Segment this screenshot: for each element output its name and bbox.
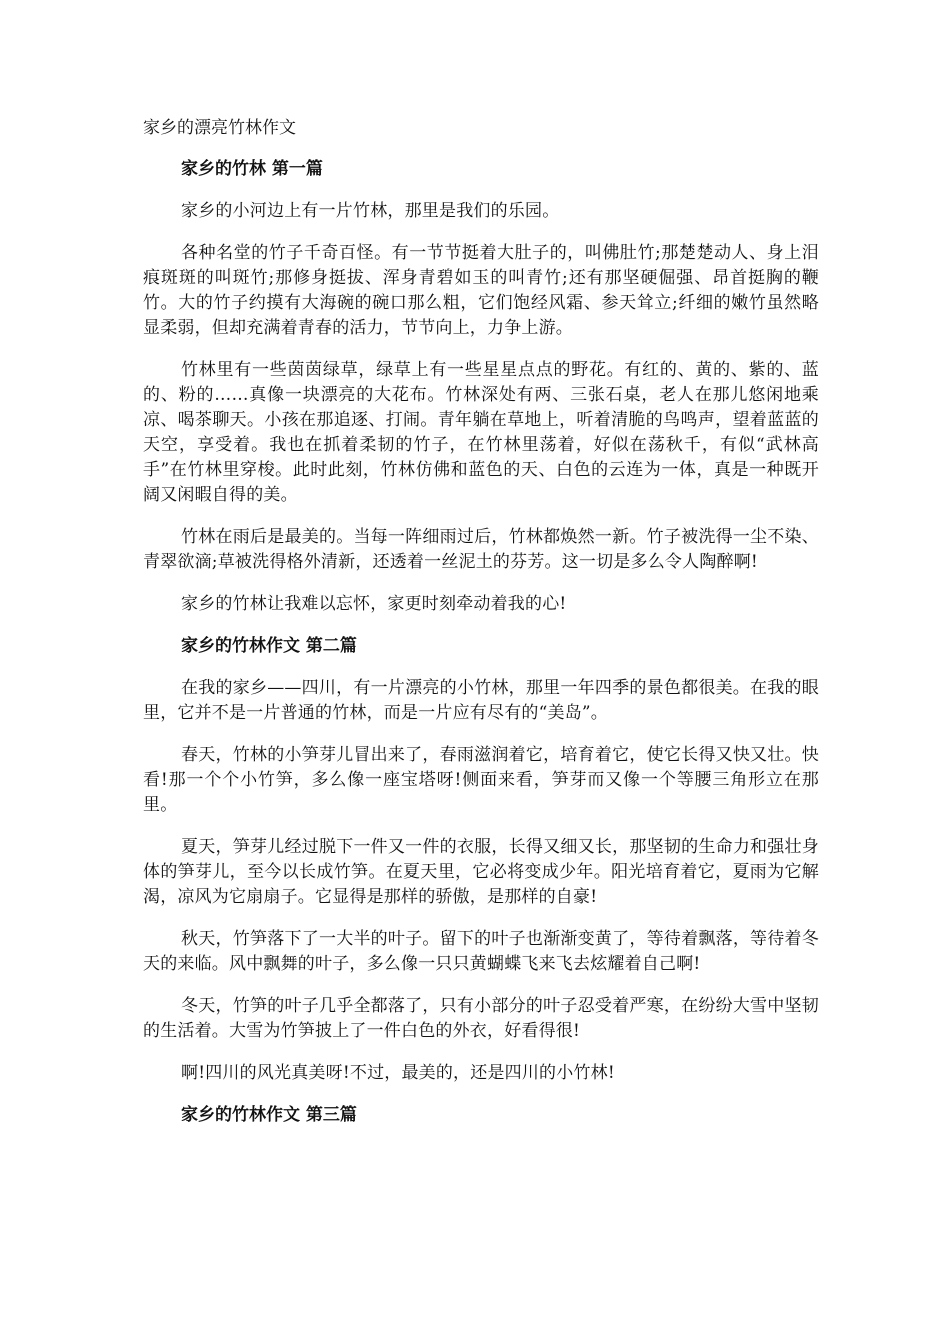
document-body xyxy=(143,157,819,1145)
paragraph: 各种名堂的竹子千奇百怪。有一节节挺着大肚子的，叫佛肚竹;那楚楚动人、身上泪痕斑斑的叫斑竹;那修身挺拔、浑身青碧如玉的叫青竹;还有那坚硬倔强、昂首挺胸的鞭竹。大的竹子约摸有大海碗的碗口那么粗，它们饱经风霜、参天耸立;纤细的嫩竹虽然略显柔弱，但却充满着青春的活力，节节向上，力争上游。 xyxy=(143,243,819,338)
paragraph: 家乡的竹林让我难以忘怀，家更时刻牵动着我的心! xyxy=(181,594,567,614)
section-heading-1: 家乡的竹林 第一篇 xyxy=(181,159,323,179)
paragraph: 秋天，竹笋落下了一大半的叶子。留下的叶子也渐渐变黄了，等待着飘落，等待着冬天的来临。风中飘舞的叶子，多么像一只只黄蝴蝶飞来飞去炫耀着自己啊! xyxy=(143,929,819,974)
paragraph: 竹林在雨后是最美的。当每一阵细雨过后，竹林都焕然一新。竹子被洗得一尘不染、青翠欲滴;草被洗得格外清新，还透着一丝泥土的芬芳。这一切是多么令人陶醉啊! xyxy=(143,527,819,572)
paragraph: 夏天，笋芽儿经过脱下一件又一件的衣服，长得又细又长，那坚韧的生命力和强壮身体的笋芽儿，至今以长成竹笋。在夏天里，它必将变成少年。阳光培育着它，夏雨为它解渴，凉风为它扇扇子。它显得是那样的骄傲，是那样的自豪! xyxy=(143,837,819,907)
paragraph: 竹林里有一些茵茵绿草，绿草上有一些星星点点的野花。有红的、黄的、紫的、蓝的、粉的……真像一块漂亮的大花布。竹林深处有两、三张石桌，老人在那儿悠闲地乘凉、喝茶聊天。小孩在那追逐、打闹。青年躺在草地上，听着清脆的鸟鸣声，望着蓝蓝的天空，享受着。我也在抓着柔韧的竹子，在竹林里荡着，好似在荡秋千，有似“武林高手”在竹林里穿梭。此时此刻，竹林仿佛和蓝色的天、白色的云连为一体，真是一种既开阔又闲暇自得的美。 xyxy=(143,360,819,505)
section-heading-3: 家乡的竹林作文 第三篇 xyxy=(181,1105,357,1125)
document-title: 家乡的漂亮竹林作文 xyxy=(143,118,296,138)
paragraph: 啊!四川的风光真美呀!不过，最美的，还是四川的小竹林! xyxy=(181,1063,615,1083)
section-heading-2: 家乡的竹林作文 第二篇 xyxy=(181,636,357,656)
paragraph: 家乡的小河边上有一片竹林，那里是我们的乐园。 xyxy=(181,201,560,221)
paragraph: 在我的家乡——四川，有一片漂亮的小竹林，那里一年四季的景色都很美。在我的眼里，它并不是一片普通的竹林，而是一片应有尽有的“美岛”。 xyxy=(143,678,819,723)
paragraph: 冬天，竹笋的叶子几乎全都落了，只有小部分的叶子忍受着严寒，在纷纷大雪中坚韧的生活着。大雪为竹笋披上了一件白色的外衣，好看得很! xyxy=(143,996,819,1041)
paragraph: 春天，竹林的小笋芽儿冒出来了，春雨滋润着它，培育着它，使它长得又快又壮。快看!那一个个小竹笋，多么像一座宝塔呀!侧面来看，笋芽而又像一个等腰三角形立在那里。 xyxy=(143,745,819,815)
